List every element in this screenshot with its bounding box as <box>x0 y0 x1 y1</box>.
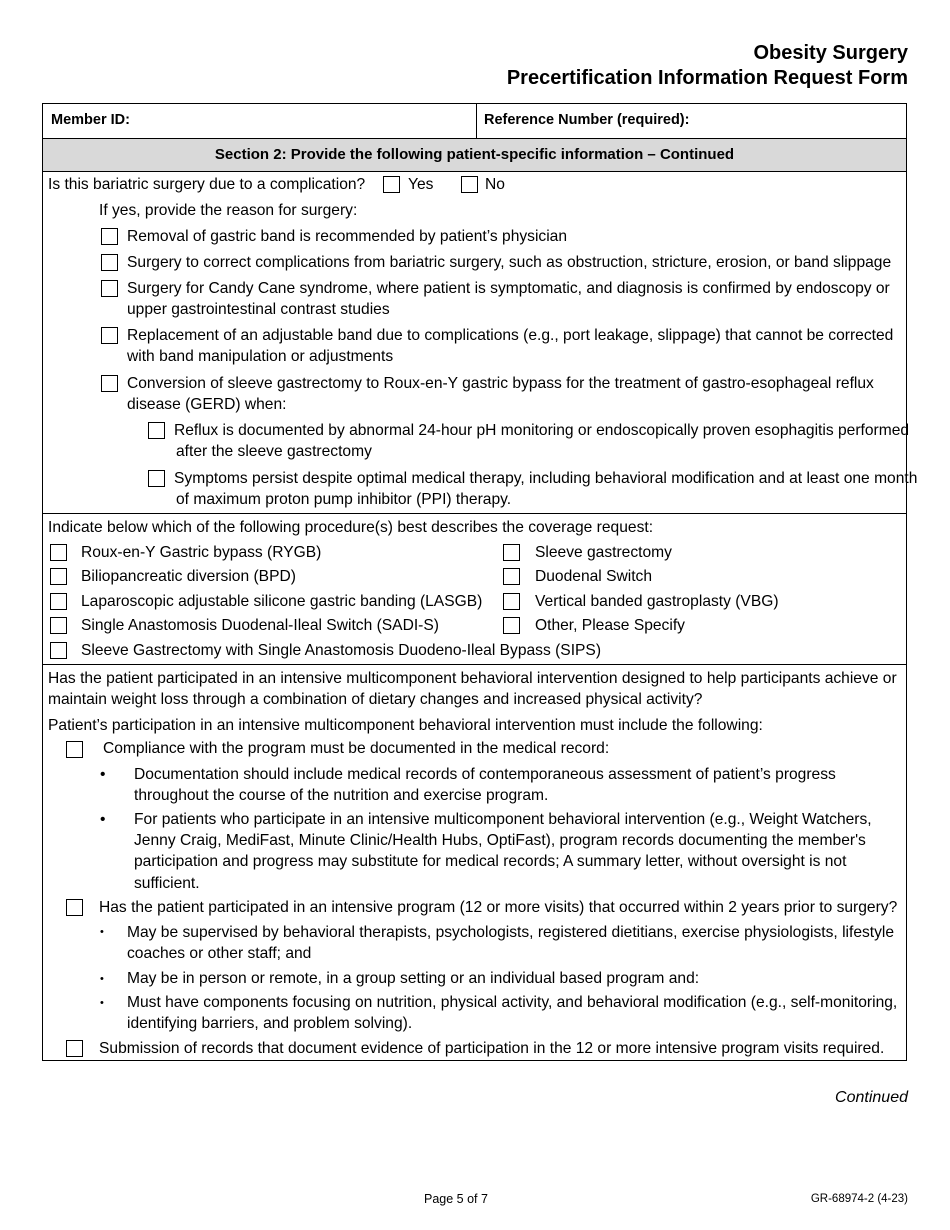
gerd-symptoms-checkbox[interactable] <box>148 470 165 487</box>
procedure-sips: Sleeve Gastrectomy with Single Anastomosis Duodeno-Ileal Bypass (SIPS) <box>81 642 602 659</box>
procedure-vbg: Vertical banded gastroplasty (VBG) <box>535 593 779 610</box>
form-code: GR-68974-2 (4-23) <box>810 1193 908 1205</box>
gerd-symptoms-cont: of maximum proton pump inhibitor (PPI) therapy. <box>176 491 512 508</box>
form-subtitle: Precertification Information Request Form <box>506 67 908 89</box>
reason-band-removal: Removal of gastric band is recommended by patient’s physician <box>127 228 568 245</box>
reason-band-removal-checkbox[interactable] <box>101 228 118 245</box>
gerd-reflux-checkbox[interactable] <box>148 422 165 439</box>
reason-complications: Surgery to correct complications from bariatric surgery, such as obstruction, stricture, erosion, or band slippage <box>127 254 892 271</box>
gerd-symptoms: Symptoms persist despite optimal medical therapy, including behavioral modification and at least one month <box>174 470 918 487</box>
reason-candy-cane-checkbox[interactable] <box>101 280 118 297</box>
program-records-bullet-l3: participation and progress may substitute for medical records; A summary letter, without oversight is not <box>134 853 847 870</box>
form-frame <box>42 103 918 1061</box>
procedure-sadi-s-checkbox[interactable] <box>50 617 67 634</box>
compliance-checkbox[interactable] <box>66 741 83 758</box>
yes-checkbox[interactable] <box>383 176 400 193</box>
procedure-sips-checkbox[interactable] <box>50 642 67 659</box>
procedure-rygb-checkbox[interactable] <box>50 544 67 561</box>
intensive-program-checkbox[interactable] <box>66 899 83 916</box>
procedure-bpd: Biliopancreatic diversion (BPD) <box>81 568 296 585</box>
divider <box>43 171 906 172</box>
components-bullet: Must have components focusing on nutrition, physical activity, and behavioral modification (e.g., self-monitoring, <box>127 994 898 1011</box>
reason-band-replacement-cont: with band manipulation or adjustments <box>127 348 394 365</box>
section-header <box>43 139 906 171</box>
yes-label: Yes <box>408 176 434 193</box>
gerd-reflux-cont: after the sleeve gastrectomy <box>176 443 372 460</box>
bullet-icon: • <box>100 973 104 985</box>
format-bullet: May be in person or remote, in a group setting or an individual based program and: <box>127 970 700 987</box>
form-title: Obesity Surgery <box>753 42 908 64</box>
reason-prompt: If yes, provide the reason for surgery: <box>99 202 358 219</box>
reference-number-field[interactable]: Reference Number (required): <box>484 112 690 128</box>
continued-label: Continued <box>835 1089 908 1106</box>
procedure-duodenal-switch-checkbox[interactable] <box>503 568 520 585</box>
records-submission-text: Submission of records that document evidence of participation in the 12 or more intensive program visits required. <box>99 1040 885 1057</box>
procedure-lasgb-checkbox[interactable] <box>50 593 67 610</box>
reason-candy-cane-cont: upper gastrointestinal contrast studies <box>127 301 390 318</box>
section-title: Section 2: Provide the following patient-specific information – Continued <box>214 146 735 163</box>
divider <box>476 104 477 138</box>
procedure-rygb: Roux-en-Y Gastric bypass (RYGB) <box>81 544 322 561</box>
reason-conversion-cont: disease (GERD) when: <box>127 396 287 413</box>
procedure-other-checkbox[interactable] <box>503 617 520 634</box>
behavioral-question: Has the patient participated in an intensive multicomponent behavioral intervention designed to help participants achieve or <box>48 670 897 687</box>
program-records-bullet-l4: sufficient. <box>134 875 200 892</box>
supervision-bullet: May be supervised by behavioral therapists, psychologists, registered dietitians, exercise physiologists, lifestyle <box>127 924 895 941</box>
reason-complications-checkbox[interactable] <box>101 254 118 271</box>
procedure-duodenal-switch: Duodenal Switch <box>535 568 653 585</box>
reason-conversion-checkbox[interactable] <box>101 375 118 392</box>
behavioral-requirement: Patient’s participation in an intensive multicomponent behavioral intervention must include the following: <box>48 717 763 734</box>
procedure-sadi-s: Single Anastomosis Duodenal-Ileal Switch (SADI-S) <box>81 617 439 634</box>
reason-band-replacement: Replacement of an adjustable band due to complications (e.g., port leakage, slippage) that cannot be corrected <box>127 327 894 344</box>
procedure-sleeve-checkbox[interactable] <box>503 544 520 561</box>
gerd-reflux: Reflux is documented by abnormal 24-hour pH monitoring or endoscopically proven esophagitis performed <box>174 422 910 439</box>
reason-candy-cane: Surgery for Candy Cane syndrome, where patient is symptomatic, and diagnosis is confirmed by endoscopy or <box>127 280 890 297</box>
documentation-bullet: Documentation should include medical records of contemporaneous assessment of patient’s progress <box>134 766 836 783</box>
program-records-bullet-l2: Jenny Craig, MediFast, Minute Clinic/Health Hubs, OptiFast), program records documenting the member's <box>134 832 866 849</box>
procedure-lasgb: Laparoscopic adjustable silicone gastric banding (LASGB) <box>81 593 483 610</box>
page-number: Page 5 of 7 <box>424 1192 488 1206</box>
complication-question: Is this bariatric surgery due to a complication? <box>48 176 366 193</box>
procedure-prompt: Indicate below which of the following procedure(s) best describes the coverage request: <box>48 519 654 536</box>
bullet-icon: • <box>100 811 106 828</box>
documentation-bullet-cont: throughout the course of the nutrition and exercise program. <box>134 787 549 804</box>
bullet-icon: • <box>100 926 104 938</box>
procedure-sleeve: Sleeve gastrectomy <box>535 544 672 561</box>
supervision-bullet-cont: coaches or other staff; and <box>127 945 312 962</box>
bullet-icon: • <box>100 997 104 1009</box>
divider <box>43 513 906 514</box>
procedure-other: Other, Please Specify <box>535 617 685 634</box>
procedure-bpd-checkbox[interactable] <box>50 568 67 585</box>
components-bullet-cont: identifying barriers, and problem solving). <box>127 1015 413 1032</box>
procedure-vbg-checkbox[interactable] <box>503 593 520 610</box>
no-checkbox[interactable] <box>461 176 478 193</box>
reason-band-replacement-checkbox[interactable] <box>101 327 118 344</box>
member-id-field[interactable]: Member ID: <box>51 112 130 128</box>
divider <box>43 664 906 665</box>
bullet-icon: • <box>100 766 106 783</box>
no-label: No <box>485 176 505 193</box>
records-submission-checkbox[interactable] <box>66 1040 83 1057</box>
compliance-text: Compliance with the program must be documented in the medical record: <box>103 740 610 757</box>
intensive-program-question: Has the patient participated in an intensive program (12 or more visits) that occurred within 2 years prior to surgery? <box>99 899 898 916</box>
behavioral-question-cont: maintain weight loss through a combination of dietary changes and increased physical activity? <box>48 691 703 708</box>
program-records-bullet: For patients who participate in an intensive multicomponent behavioral intervention (e.g., Weight Watchers, <box>134 811 872 828</box>
reason-conversion: Conversion of sleeve gastrectomy to Roux-en-Y gastric bypass for the treatment of gastro-esophageal reflux <box>127 375 874 392</box>
